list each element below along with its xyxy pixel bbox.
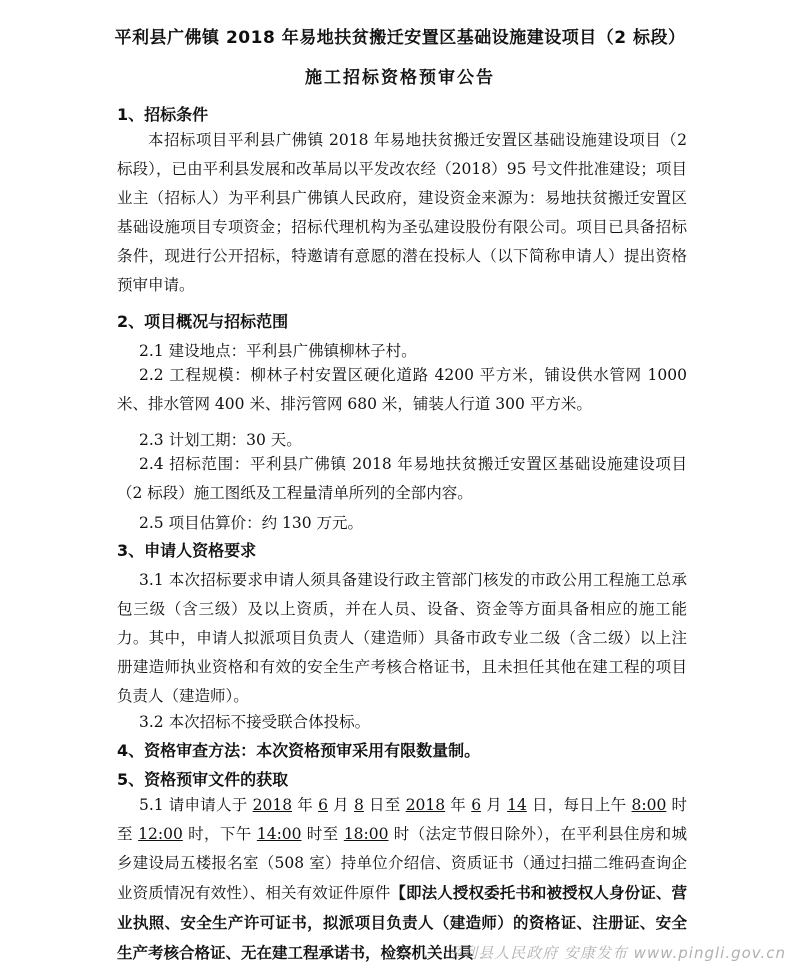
end-day: 14 bbox=[507, 796, 527, 814]
section-5-heading: 5、资格预审文件的获取 bbox=[117, 770, 289, 789]
afternoon-start: 14:00 bbox=[256, 825, 302, 843]
start-year: 2018 bbox=[252, 796, 293, 814]
section-3-heading: 3、申请人资格要求 bbox=[117, 541, 257, 560]
section-2-item-3: 2.3 计划工期：30 天。 bbox=[139, 431, 302, 449]
section-2-item-5: 2.5 项目估算价：约 130 万元。 bbox=[139, 514, 364, 532]
section-2-heading: 2、项目概况与招标范围 bbox=[117, 312, 289, 331]
section-3-item-2: 3.2 本次招标不接受联合体投标。 bbox=[139, 713, 371, 731]
document-title-line1: 平利县广佛镇 2018 年易地扶贫搬迁安置区基础设施建设项目（2 标段） bbox=[114, 28, 686, 48]
section-4-heading: 4、资格审查方法：本次资格预审采用有限数量制。 bbox=[117, 741, 481, 760]
section-3-item-1: 3.1 本次招标要求申请人须具备建设行政主管部门核发的市政公用工程施工总承包三级（含三级）及以上资质，并在人员、设备、资金等方面具备相应的施工能力。其中，申请人拟派项目负责人（建造师）具备市政专业二级（含二级）以上注册建造师执业资格和有效的安全生产考核合格证书，且未担任其他在建工程的项目负责人（建造师）。 bbox=[117, 571, 687, 705]
morning-start: 8:00 bbox=[631, 796, 667, 814]
site-watermark: 平利县人民政府 安康发布 www.pingli.gov.cn bbox=[446, 944, 786, 962]
section-2-item-2: 2.2 工程规模：柳林子村安置区硬化道路 4200 平方米，铺设供水管网 1000 米、排水管网 400 米、排污管网 680 米，铺装人行道 300 平方米。 bbox=[117, 366, 687, 413]
start-day: 8 bbox=[354, 796, 364, 814]
end-year: 2018 bbox=[405, 796, 446, 814]
required-documents: 【即法人授权委托书和被授权人身份证、营业执照、安全生产许可证书，拟派项目负责人（建造师）的资格证、注册证、安全生产考核合格证、无在建工程承诺书，检察机关出具 bbox=[117, 883, 687, 962]
end-month: 6 bbox=[471, 796, 482, 814]
section-5-item-1: 5.1 请申请人于 2018 年 6 月 8 日至 2018 年 6 月 14 日，每日上午 8:00 时至 12:00 时，下午 14:00 时至 18:00 时（法定节假日除外），在平利县住房和城乡建设局五楼报名室（508 室）持单位介绍信、资质证书（通过扫描二维码查询企业资质情况有效性）、相关有效证件原件【即法人授权委托书和被授权人身份证、营业执照、安全生产许可证书，拟派项目负责人（建造师）的资格证、注册证、安全生产考核合格证、无在建工程承诺书，检察机关出具 bbox=[117, 796, 687, 962]
section-2-item-1: 2.1 建设地点：平利县广佛镇柳林子村。 bbox=[139, 342, 417, 360]
morning-end: 12:00 bbox=[138, 825, 183, 843]
section-1-heading: 1、招标条件 bbox=[117, 105, 209, 124]
afternoon-end: 18:00 bbox=[343, 825, 389, 843]
section-2-item-4: 2.4 招标范围：平利县广佛镇 2018 年易地扶贫搬迁安置区基础设施建设项目（2 标段）施工图纸及工程量清单所列的全部内容。 bbox=[117, 455, 687, 502]
section-1-body: 本招标项目平利县广佛镇 2018 年易地扶贫搬迁安置区基础设施建设项目（2 标段），已由平利县发展和改革局以平发改农经（2018）95 号文件批准建设；项目业主（招标人）为平利县广佛镇人民政府，建设资金来源为：易地扶贫搬迁安置区基础设施项目专项资金；招标代理机构为圣弘建设股份有限公司。项目已具备招标条件，现进行公开招标，特邀请有意愿的潜在投标人（以下简称申请人）提出资格预审申请。 bbox=[117, 131, 687, 294]
start-month: 6 bbox=[318, 796, 328, 814]
document-title-line2: 施工招标资格预审公告 bbox=[305, 68, 495, 88]
